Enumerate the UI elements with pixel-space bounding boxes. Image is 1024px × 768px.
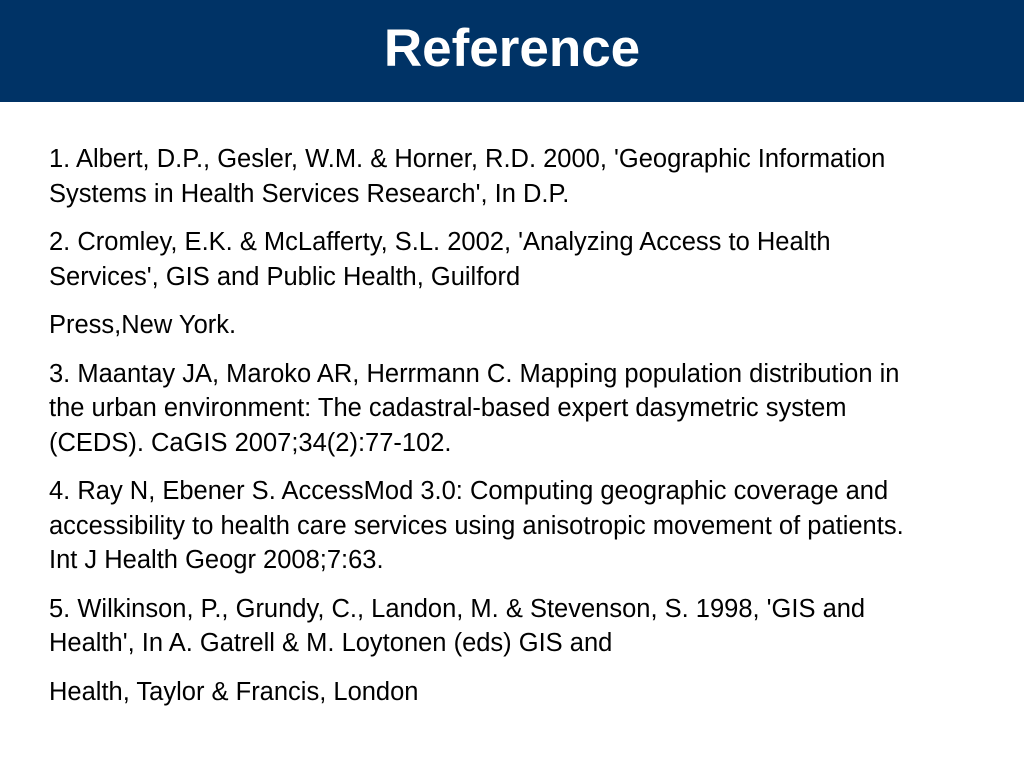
reference-line: Services', GIS and Public Health, Guilford <box>49 262 521 291</box>
reference-line: the urban environment: The cadastral-based expert dasymetric system <box>49 394 847 422</box>
reference-item-2-continuation <box>49 308 1015 343</box>
reference-item-3 <box>49 357 1015 461</box>
reference-line: Press,New York. <box>49 311 237 339</box>
reference-item-4 <box>49 474 1015 578</box>
reference-item-5-continuation <box>49 675 1015 710</box>
title-bar <box>0 0 1024 102</box>
reference-line: Health, Taylor & Francis, London <box>49 677 419 706</box>
reference-item-1 <box>49 142 1015 211</box>
reference-item-5 <box>49 592 1015 661</box>
reference-line: accessibility to health care services using anisotropic movement of patients. <box>49 511 904 540</box>
reference-item-2 <box>49 225 1015 294</box>
reference-list <box>49 142 1015 723</box>
reference-line: 5. Wilkinson, P., Grundy, C., Landon, M. & Stevenson, S. 1998, 'GIS and <box>49 594 866 623</box>
reference-line: 2. Cromley, E.K. & McLafferty, S.L. 2002, 'Analyzing Access to Health <box>49 228 831 256</box>
reference-line: 4. Ray N, Ebener S. AccessMod 3.0: Computing geographic coverage and <box>49 477 889 505</box>
reference-line: (CEDS). CaGIS 2007;34(2):77-102. <box>49 428 452 457</box>
reference-line: Systems in Health Services Research', In D.P. <box>49 179 570 208</box>
reference-line: 1. Albert, D.P., Gesler, W.M. & Horner, R.D. 2000, 'Geographic Information <box>49 145 886 173</box>
page-title: Reference <box>383 18 641 78</box>
reference-line: Int J Health Geogr 2008;7:63. <box>49 546 384 574</box>
reference-line: Health', In A. Gatrell & M. Loytonen (eds) GIS and <box>49 629 613 657</box>
reference-line: 3. Maantay JA, Maroko AR, Herrmann C. Mapping population distribution in <box>49 359 900 388</box>
